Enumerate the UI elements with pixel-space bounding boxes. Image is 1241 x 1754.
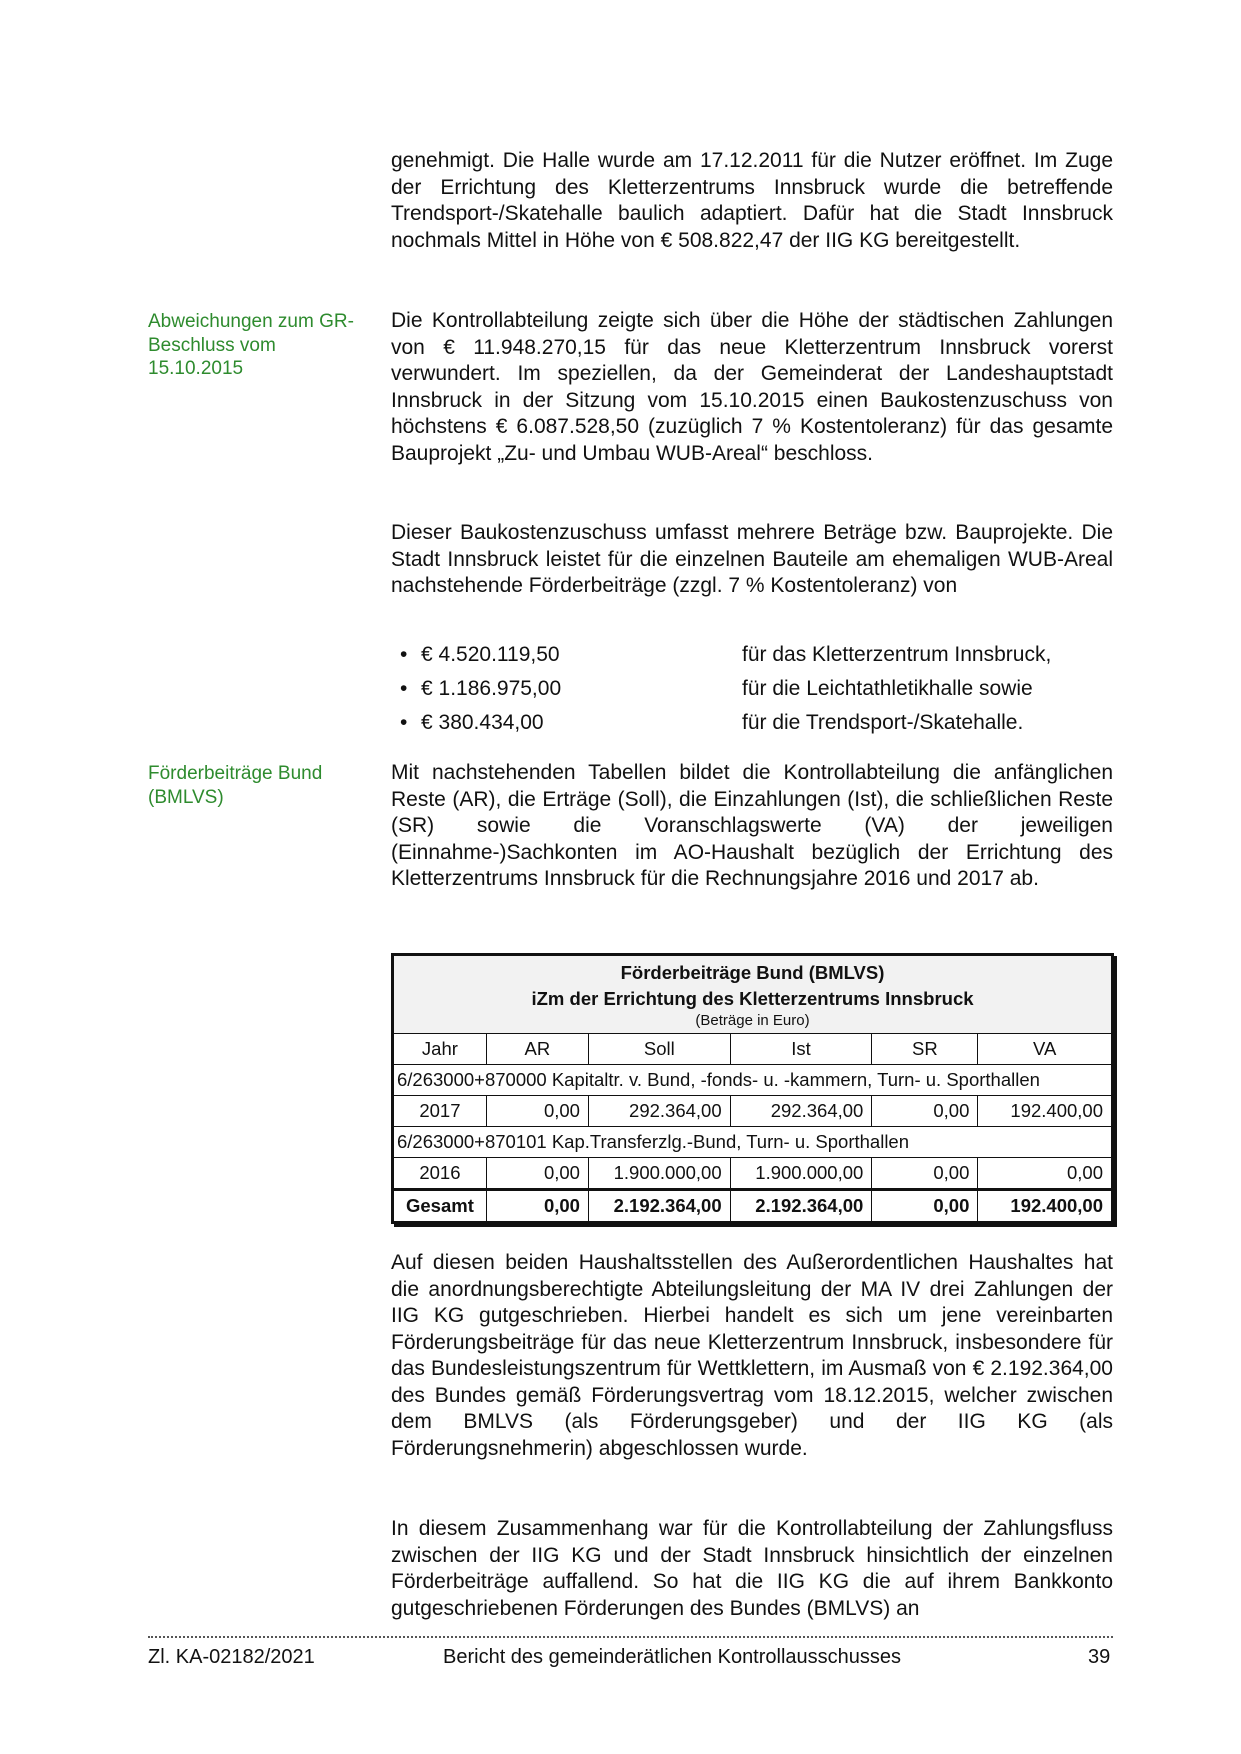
page-number: 39 [1088,1646,1111,1668]
column-header: SR [872,1034,978,1065]
subsidy-description: für die Trendsport-/Skatehalle. [742,711,1024,734]
cell-soll: 2.192.364,00 [588,1190,730,1223]
table-section-row [393,1065,1113,1096]
table-subtitle: (Beträge in Euro) [695,1012,810,1029]
cell-year: 2017 [393,1096,487,1127]
cell-soll: 1.900.000,00 [588,1158,730,1190]
subsidy-amount: € 4.520.119,50 [421,643,560,666]
account-label: 6/263000+870101 Kap.Transferzlg.-Bund, Turn- u. Sporthallen [393,1127,1113,1158]
table-title-line2: iZm der Errichtung des Kletterzentrums Innsbruck [531,988,974,1009]
cell-sr: 0,00 [872,1190,978,1223]
table-row [393,1158,1113,1190]
cell-year: 2016 [393,1158,487,1190]
cell-sr: 0,00 [872,1096,978,1127]
table-title-line1: Förderbeiträge Bund (BMLVS) [620,962,885,983]
table-section-row [393,1127,1113,1158]
cell-va: 192.400,00 [978,1096,1113,1127]
paragraph-intro: genehmigt. Die Halle wurde am 17.12.2011 für die Nutzer eröffnet. Im Zuge der Errichtung des Kletterzentrums Innsbruck wurde die betreffende Trendsport-/Skatehalle baulich adaptiert. Dafür hat die Stadt Innsbruck nochmals Mittel in Höhe von € 508.822,47 der IIG KG bereitgestellt. [391,149,1113,252]
paragraph-subsidy: Dieser Baukostenzuschuss umfasst mehrere Beträge bzw. Bauprojekte. Die Stadt Innsbruck leistet für die einzelnen Bauteile am ehemaligen WUB-Areal nachstehende Förderbeiträge (zzgl. 7 % Kostentoleranz) von [391,521,1113,597]
column-header: VA [978,1034,1113,1065]
paragraph-deviation: Die Kontrollabteilung zeigte sich über die Höhe der städtischen Zahlungen von € 11.948.270,15 für das neue Kletterzentrum Innsbruck vorerst verwundert. Im speziellen, da der Gemeinderat der Landeshauptstadt Innsbruck in der Sitzung vom 15.10.2015 einen Baukostenzuschuss von höchstens € 6.087.528,50 (zuzüglich 7 % Kostentoleranz) für das gesamte Bauprojekt „Zu- und Umbau WUB-Areal“ beschloss. [391,309,1113,465]
list-item [400,642,1120,676]
cell-va: 192.400,00 [978,1190,1113,1223]
cell-sr: 0,00 [872,1158,978,1190]
column-header: Soll [588,1034,730,1065]
paragraph-payments: Auf diesen beiden Haushaltsstellen des Außerordentlichen Haushaltes hat die anordnungsberechtigte Abteilungsleitung der MA IV drei Zahlungen der IIG KG gutgeschrieben. Hierbei handelt es sich um jene vereinbarten Förderungsbeiträge für das neue Kletterzentrum Innsbruck, insbesondere für das Bundesleistungszentrum für Wettklettern, im Ausmaß von € 2.192.364,00 des Bundes gemäß Förderungsvertrag vom 18.12.2015, welcher zwischen dem BMLVS (als Förderungsgeber) und der IIG KG (als Förderungsnehmerin) abgeschlossen wurde. [391,1251,1113,1460]
list-item [400,710,1120,744]
account-label: 6/263000+870000 Kapitaltr. v. Bund, -fonds- u. -kammern, Turn- u. Sporthallen [393,1065,1113,1096]
column-header: Jahr [393,1034,487,1065]
cell-ar: 0,00 [486,1158,588,1190]
subsidy-description: für das Kletterzentrum Innsbruck, [742,643,1052,666]
footer-divider [148,1636,1113,1638]
cell-soll: 292.364,00 [588,1096,730,1127]
cell-va: 0,00 [978,1158,1113,1190]
cell-ar: 0,00 [486,1096,588,1127]
margin-note-federal-subsidy: Förderbeiträge Bund (BMLVS) [148,763,323,808]
federal-subsidy-table [391,953,1114,1224]
footer-title: Bericht des gemeinderätlichen Kontrollausschusses [443,1646,902,1668]
cell-total-label: Gesamt [393,1190,487,1223]
column-header: AR [486,1034,588,1065]
table-row [393,1096,1113,1127]
cell-ist: 292.364,00 [730,1096,872,1127]
subsidy-list [400,642,1120,744]
table-header-row [393,1034,1113,1065]
list-item [400,676,1120,710]
paragraph-payment-flow: In diesem Zusammenhang war für die Kontrollabteilung der Zahlungsfluss zwischen der IIG KG und der Stadt Innsbruck hinsichtlich der einzelnen Förderbeiträge auffallend. So hat die IIG KG die auf ihrem Bankkonto gutgeschriebenen Förderungen des Bundes (BMLVS) an [391,1517,1113,1620]
cell-ist: 1.900.000,00 [730,1158,872,1190]
cell-ar: 0,00 [486,1190,588,1223]
paragraph-tables-intro: Mit nachstehenden Tabellen bildet die Kontrollabteilung die anfänglichen Reste (AR), die Erträge (Soll), die Einzahlungen (Ist), die schließlichen Reste (SR) sowie die Voranschlagswerte (VA) der jeweiligen (Einnahme-)Sachkonten im AO-Haushalt bezüglich der Errichtung des Kletterzentrums Innsbruck für die Rechnungsjahre 2016 und 2017 ab. [391,761,1113,890]
bullet-icon: • [400,677,408,700]
bullet-icon: • [400,643,408,666]
table-title [393,955,1113,1034]
footer-reference: Zl. KA-02182/2021 [148,1646,315,1668]
margin-note-deviations: Abweichungen zum GR-Beschluss vom 15.10.2015 [148,311,354,379]
subsidy-description: für die Leichtathletikhalle sowie [742,677,1033,700]
table-total-row [393,1190,1113,1223]
subsidy-amount: € 1.186.975,00 [421,677,562,700]
column-header: Ist [730,1034,872,1065]
bullet-icon: • [400,711,408,734]
subsidy-amount: € 380.434,00 [421,711,544,734]
cell-ist: 2.192.364,00 [730,1190,872,1223]
